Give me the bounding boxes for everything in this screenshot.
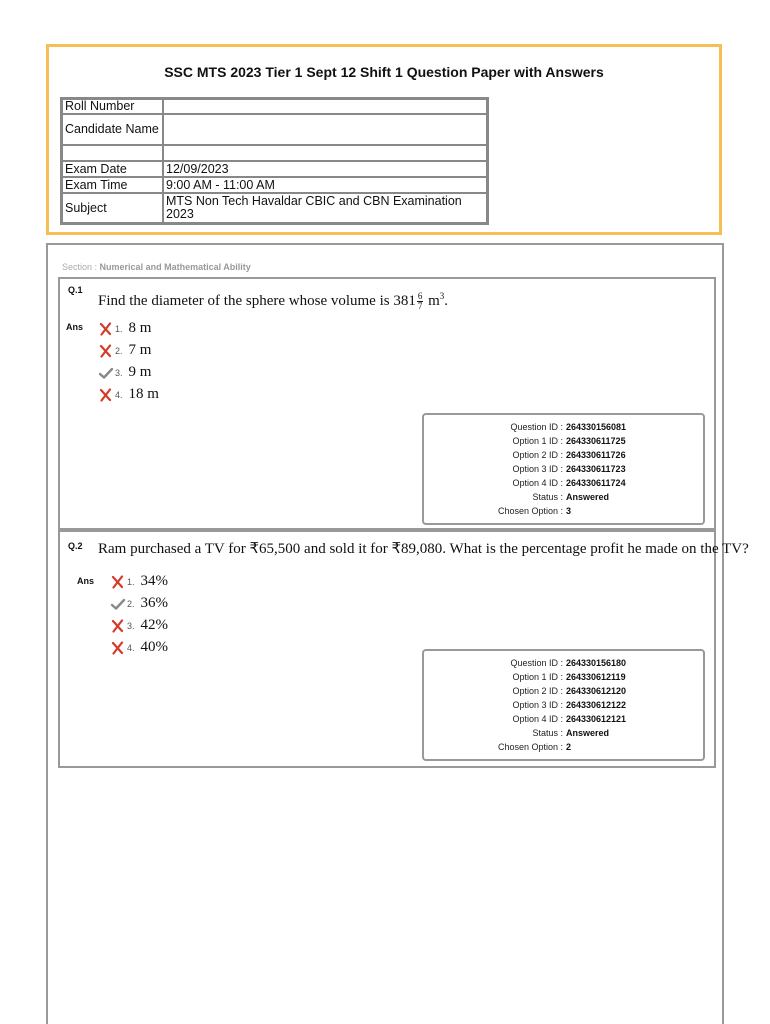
ans-label: Ans — [77, 576, 95, 586]
fraction-denominator: 7 — [417, 301, 423, 312]
question-text — [98, 291, 448, 311]
cross-icon — [98, 322, 114, 336]
meta-chosen-option: Chosen Option : 2 — [497, 742, 572, 752]
cross-icon — [110, 641, 126, 655]
meta-option-1-id: Option 1 ID : 264330611725 — [512, 436, 626, 446]
meta-question-id: Question ID : 264330156180 — [510, 658, 627, 668]
exam-header — [46, 44, 722, 235]
info-row-subject — [62, 193, 487, 223]
info-value: 12/09/2023 — [163, 161, 487, 177]
meta-option-2-id: Option 2 ID : 264330612120 — [512, 686, 627, 696]
option-number: 2. — [115, 345, 123, 356]
info-label: Candidate Name — [62, 114, 163, 145]
info-value — [163, 99, 487, 114]
info-label: Subject — [62, 193, 163, 223]
question-meta-box — [422, 649, 705, 761]
question-number: Q.1 — [68, 285, 83, 295]
option-1 — [110, 573, 168, 590]
info-label: Exam Date — [62, 161, 163, 177]
meta-question-id: Question ID : 264330156081 — [510, 422, 627, 432]
option-text: 7 m — [128, 342, 152, 358]
paper-title: SSC MTS 2023 Tier 1 Sept 12 Shift 1 Question Paper with Answers — [164, 64, 604, 80]
info-value — [163, 145, 487, 161]
cross-icon — [110, 575, 126, 589]
option-text: 34% — [140, 573, 169, 589]
option-text: 36% — [140, 595, 169, 611]
option-text: 42% — [140, 617, 169, 633]
info-row-candidate-name — [62, 114, 487, 145]
info-label: Exam Time — [62, 177, 163, 193]
meta-option-3-id: Option 3 ID : 264330612122 — [512, 700, 627, 710]
info-value: MTS Non Tech Havaldar CBIC and CBN Examination 2023 — [163, 193, 487, 223]
option-number: 4. — [127, 642, 135, 653]
info-label: Roll Number — [62, 99, 163, 114]
section-prefix: Section : — [62, 262, 98, 272]
fraction — [417, 292, 424, 311]
info-row-exam-date — [62, 161, 487, 177]
question-number: Q.2 — [68, 541, 83, 551]
question-card-1 — [58, 277, 716, 530]
option-number: 1. — [115, 323, 123, 334]
section-name: Numerical and Mathematical Ability — [99, 262, 251, 272]
check-icon — [110, 597, 126, 611]
meta-chosen-option: Chosen Option : 3 — [497, 506, 572, 516]
cross-icon — [98, 344, 114, 358]
option-number: 4. — [115, 389, 123, 400]
option-3 — [110, 617, 168, 634]
info-row-exam-time — [62, 177, 487, 193]
question-card-2 — [58, 530, 749, 768]
info-label — [62, 145, 163, 161]
meta-option-4-id: Option 4 ID : 264330611724 — [512, 478, 626, 488]
option-2 — [98, 342, 151, 359]
cross-icon — [98, 388, 114, 402]
option-number: 3. — [127, 620, 135, 631]
fraction-numerator: 6 — [417, 291, 423, 302]
question-meta-box — [422, 413, 705, 525]
question-text: Ram purchased a TV for ₹65,500 and sold it for ₹89,080. What is the percentage profit he made on the TV? — [98, 541, 749, 557]
ans-label: Ans — [66, 322, 84, 332]
info-value — [163, 114, 487, 145]
section-heading — [62, 262, 251, 272]
check-icon — [98, 366, 114, 380]
option-3 — [98, 364, 151, 381]
unit: m — [428, 293, 440, 309]
meta-option-1-id: Option 1 ID : 264330612119 — [512, 672, 626, 682]
meta-option-2-id: Option 2 ID : 264330611726 — [512, 450, 626, 460]
option-text: 8 m — [128, 320, 152, 336]
question-section — [46, 243, 749, 1024]
question-text-main: Find the diameter of the sphere whose volume is 381 — [98, 293, 416, 309]
option-2 — [110, 595, 168, 612]
meta-status: Status : Answered — [532, 728, 610, 738]
candidate-info-table — [60, 97, 489, 225]
option-number: 2. — [127, 598, 135, 609]
option-number: 3. — [115, 367, 123, 378]
option-4 — [110, 639, 168, 656]
meta-status: Status : Answered — [532, 492, 610, 502]
option-text: 40% — [140, 639, 169, 655]
meta-option-3-id: Option 3 ID : 264330611723 — [512, 464, 626, 474]
option-text: 9 m — [128, 364, 152, 380]
option-4 — [98, 386, 159, 403]
option-text: 18 m — [128, 386, 159, 402]
option-1 — [98, 320, 151, 337]
meta-option-4-id: Option 4 ID : 264330612121 — [512, 714, 627, 724]
unit-exponent: 3 — [439, 291, 445, 301]
option-number: 1. — [127, 576, 135, 587]
question-text-end: . — [444, 293, 449, 309]
info-row-roll-number — [62, 99, 487, 114]
cross-icon — [110, 619, 126, 633]
info-row-blank — [62, 145, 487, 161]
info-value: 9:00 AM - 11:00 AM — [163, 177, 487, 193]
